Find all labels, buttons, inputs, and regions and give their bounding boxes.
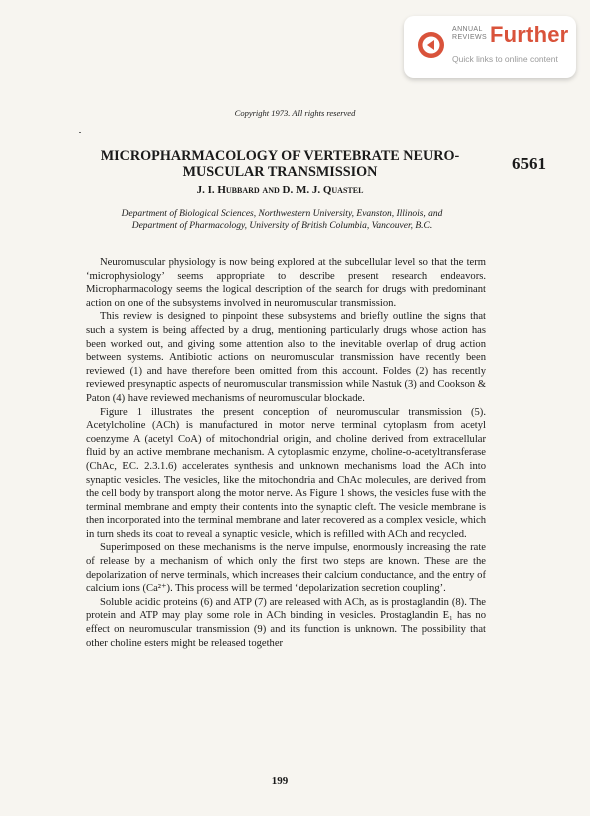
paragraph: Figure 1 illustrates the present conception of neuromuscular transmission (5). Acetylcholine (ACh) is manufactured in motor nerve terminal cytoplasm from acetyl coenzyme A (acetyl CoA) of mitochondrial origin, and choline derived from extracellular fluid by an active membrane mechanism. A cytoplasmic enzyme, choline-o-acetyltransferase (ChAc, EC. 2.3.1.6) accelerates synthesis and unknown mechanisms load the ACh into synaptic vesicles. The vesicles, like the mitochondria and ChAc molecules, are derived from the cell body by transport along the motor nerve. As Figure 1 shows, the vesicles fuse with the terminal membrane and empty their contents into the synaptic cleft. The vesicle membrane is then incorporated into the terminal membrane and later recovered as a complex vesicle, which in turn sheds its coat to reveal a synaptic vesicle, which is refilled with ACh and recycled. [86, 406, 486, 540]
play-icon [417, 31, 445, 59]
copyright-line: Copyright 1973. All rights reserved [234, 108, 356, 118]
affiliation: Department of Biological Sciences, Northwestern University, Evanston, Illinois, and Department of Pharmacology, University of British Columbia, Vancouver, B.C. [121, 209, 443, 231]
badge-subtitle: Quick links to online content [452, 54, 558, 64]
page-number: 199 [271, 775, 289, 787]
further-badge[interactable] [404, 16, 576, 78]
paragraph: Neuromuscular physiology is now being explored at the subcellular level so that the term ‘microphysiology’ seems appropriate to describe present research endeavors. Micropharmacology seems the logical description of the search for drugs with predominant action on one of the subsystems involved in neuromuscular transmission. [86, 257, 486, 309]
page-code: 6561 [512, 154, 546, 173]
article-title: MICROPHARMACOLOGY OF VERTEBRATE NEURO- MUSCULAR TRANSMISSION [100, 148, 460, 180]
paragraph: This review is designed to pinpoint these subsystems and briefly outline the signs that such a system is being affected by a drug, mentioning particularly drugs whose action has been worked out, and giving some attention also to the inevitable overlap of drug action between systems. Antibiotic actions on neuromuscular transmission have recently been reviewed (1) and have therefore been omitted from this account. Foldes (2) has recently reviewed presynaptic aspects of neuromuscular transmission while Nastuk (3) and Cookson & Paton (4) have reviewed mechanisms of neuromuscular blockade. [86, 311, 486, 404]
badge-further-word: Further [490, 22, 569, 47]
article-body [86, 256, 486, 650]
authors: J. I. Hubbard and D. M. J. Quastel [196, 184, 364, 196]
paragraph: Superimposed on these mechanisms is the nerve impulse, enormously increasing the rate of release by a mechanism of which only the first two steps are known. These are the depolarization of nerve terminals, which increases their calcium conductance, and the entry of calcium ions (Ca²⁺). This process will be termed ‘depolarization secretion coupling’. [86, 542, 486, 595]
badge-annual-reviews: ANNUAL REVIEWS [452, 26, 488, 41]
paragraph: Soluble acidic proteins (6) and ATP (7) are released with ACh, as is prostaglandin (8). The protein and ATP may play some role in ACh binding in vesicles. Prostaglandin E₁ has no effect on neuromuscular transmission (9) and its function is unknown. The possibility that other choline esters might be released together [86, 596, 486, 649]
print-speck [79, 132, 81, 133]
